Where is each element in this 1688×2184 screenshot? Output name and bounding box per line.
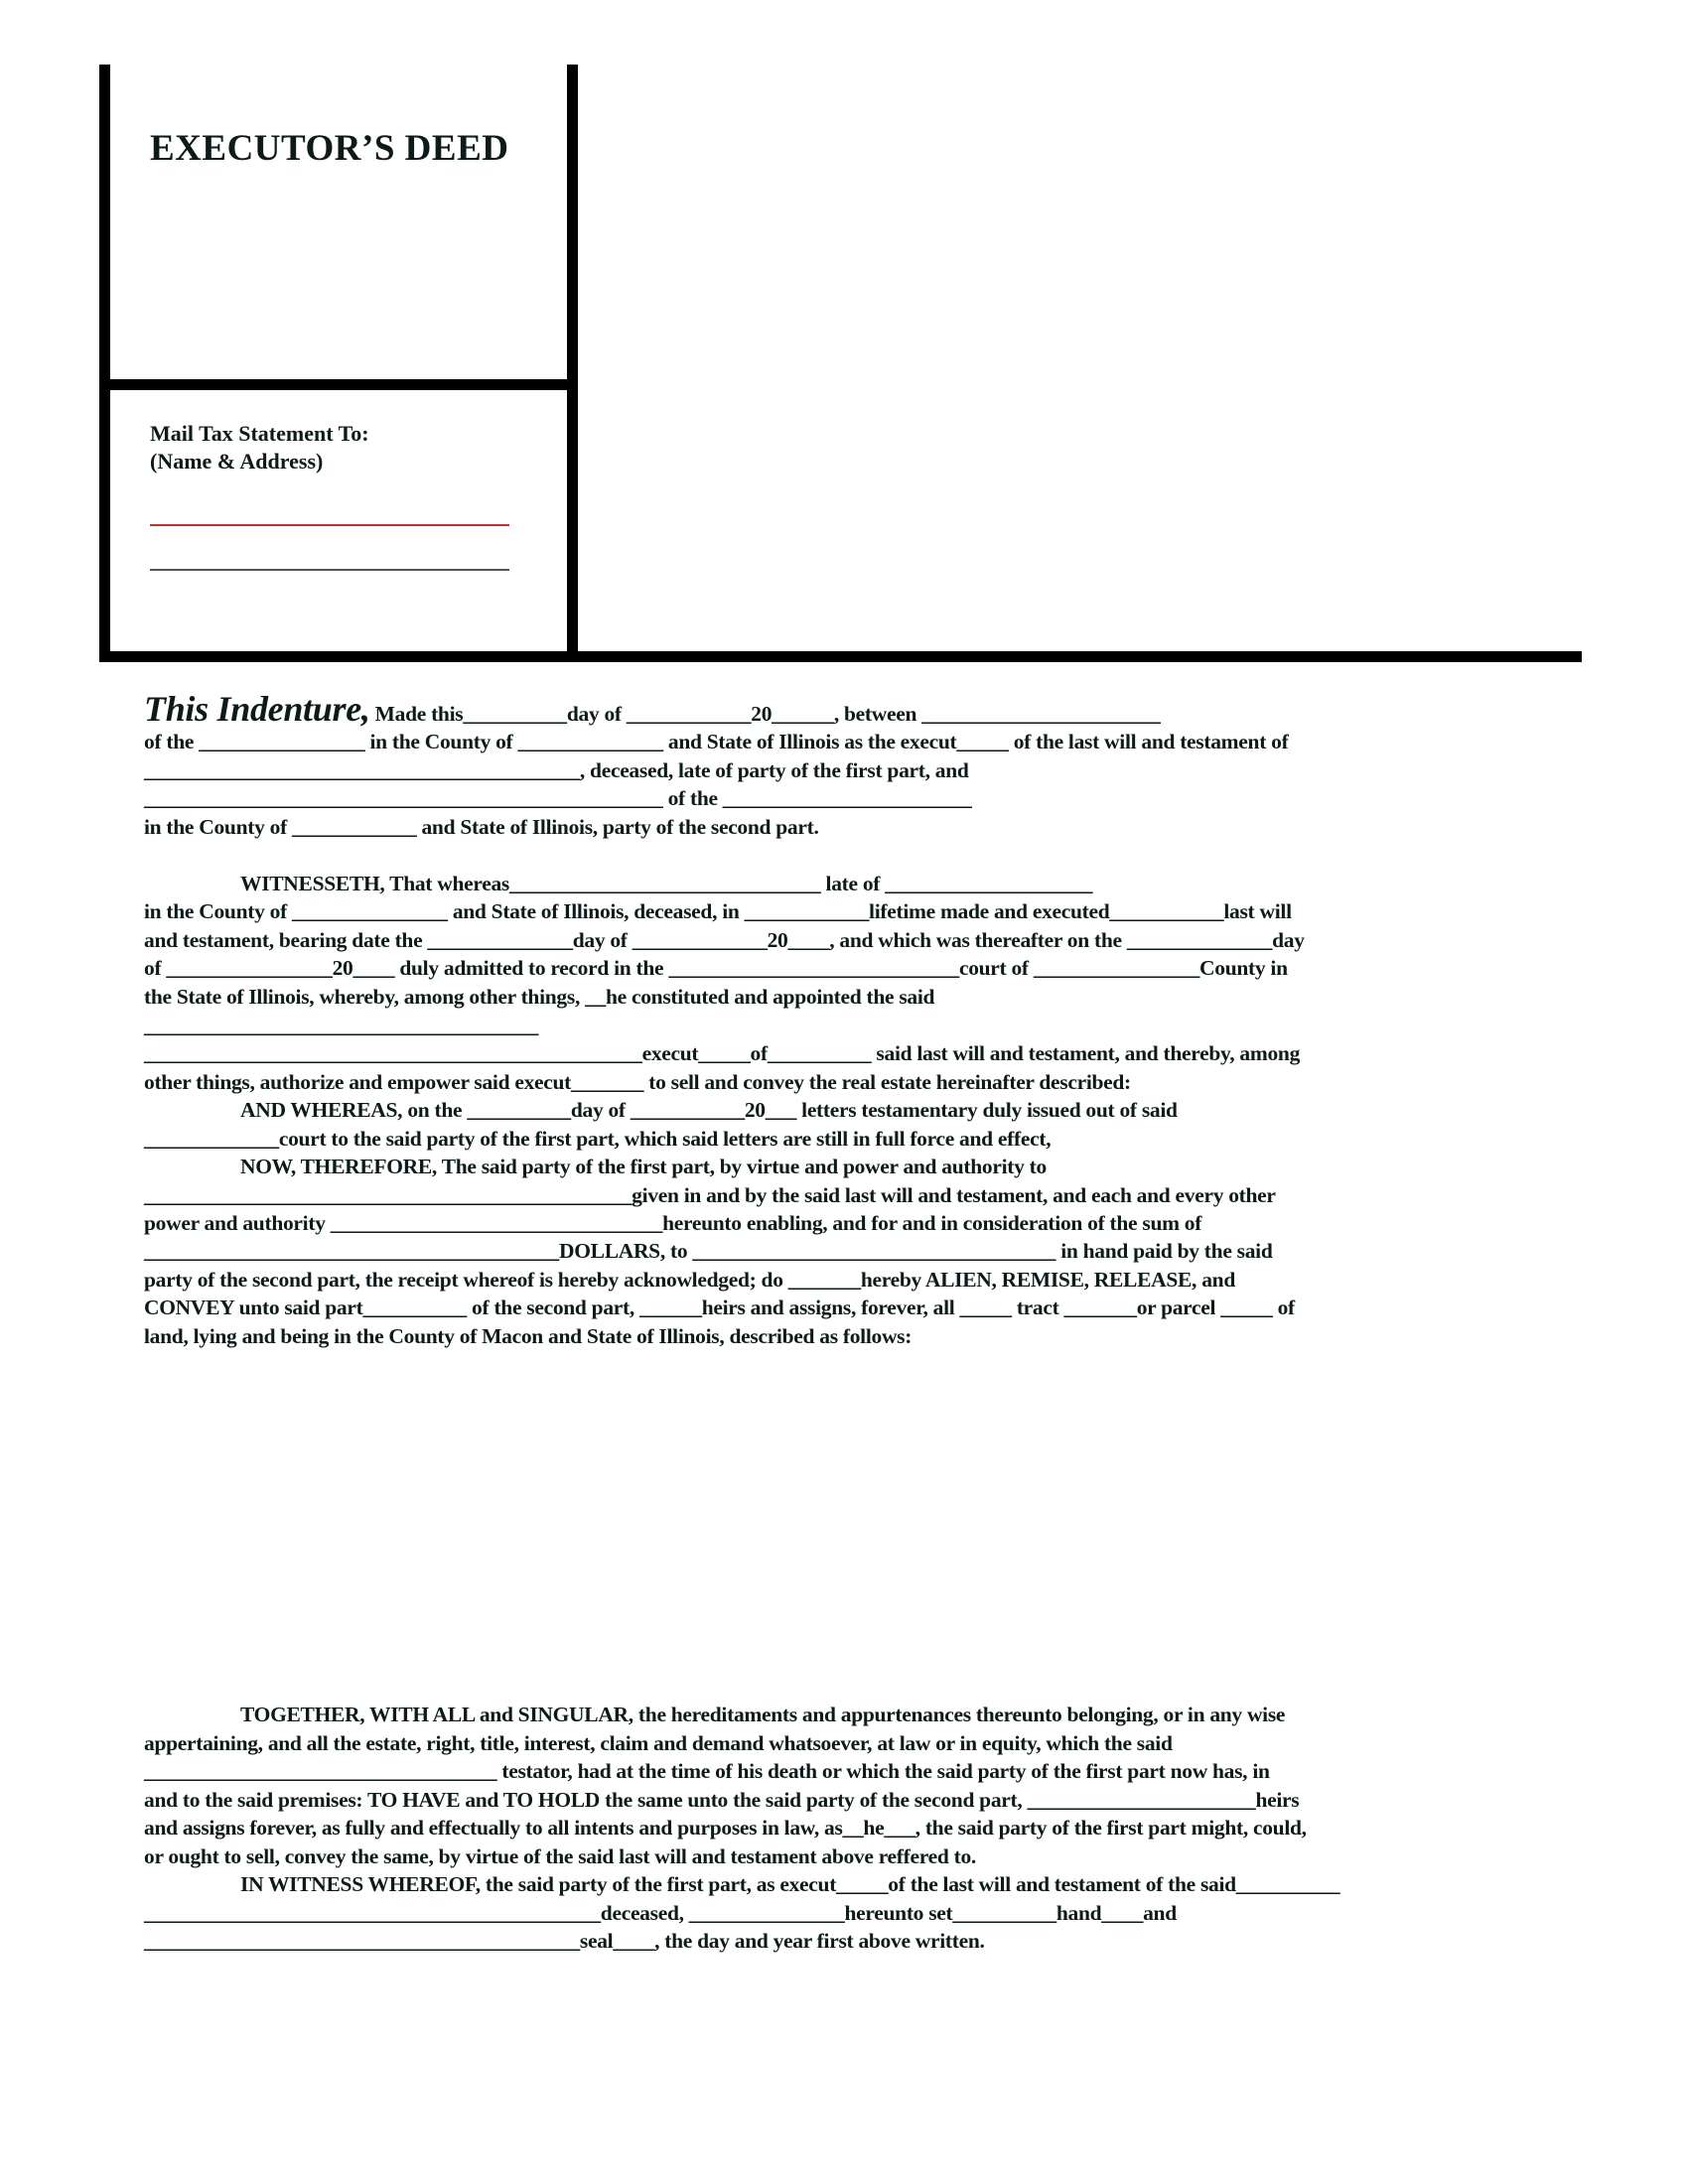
- body-line: __________________________________________, deceased, late of party of the first part, and: [144, 758, 969, 782]
- body-line: and to the said premises: TO HAVE and TO HOLD the same unto the said party of the second part, ______________________heirs: [144, 1788, 1300, 1812]
- body-line: TOGETHER, WITH ALL and SINGULAR, the hereditaments and appurtenances thereunto belonging, or in any wise: [240, 1703, 1286, 1726]
- body-line: IN WITNESS WHEREOF, the said party of the first part, as execut_____of the last will and testament of the said__________: [240, 1872, 1340, 1896]
- body-line: [144, 689, 1161, 729]
- body-line: ____________________________________________deceased, _______________hereunto set__________hand____and: [144, 1901, 1177, 1925]
- body-line: other things, authorize and empower said execut_______ to sell and convey the real estate hereinafter described:: [144, 1070, 1131, 1094]
- body-line: __________________________________ testator, had at the time of his death or which the said party of the first part now has, in: [144, 1759, 1270, 1783]
- document-title: EXECUTOR’S DEED: [150, 128, 509, 169]
- header-bottom-rule: [99, 651, 1582, 662]
- mail-tax-label: Mail Tax Statement To:: [150, 421, 369, 446]
- box-right-border: [567, 65, 578, 660]
- mail-name-line[interactable]: [150, 524, 509, 526]
- body-line: or ought to sell, convey the same, by virtue of the said last will and testament above reffered to.: [144, 1844, 976, 1868]
- body-line: __________________________________________________ of the ________________________: [144, 786, 972, 810]
- body-line: and assigns forever, as fully and effectually to all intents and purposes in law, as__he___, the said party of the first part might, could,: [144, 1816, 1307, 1840]
- body-line: of the ________________ in the County of ______________ and State of Illinois as the execut_____ of the last will and testament of: [144, 730, 1289, 753]
- mail-tax-sublabel: (Name & Address): [150, 449, 324, 474]
- body-line: _____________court to the said party of the first part, which said letters are still in full force and effect,: [144, 1127, 1052, 1151]
- body-line: in the County of ____________ and State of Illinois, party of the second part.: [144, 815, 819, 839]
- body-line: ______________________________________: [144, 1014, 539, 1037]
- body-line: the State of Illinois, whereby, among other things, __he constituted and appointed the said: [144, 985, 935, 1009]
- body-line: CONVEY unto said part__________ of the second part, ______heirs and assigns, forever, all _____ tract _______or parcel _____ of: [144, 1296, 1295, 1319]
- body-line: of ________________20____ duly admitted to record in the ____________________________court of ________________County in: [144, 956, 1288, 980]
- body-line: AND WHEREAS, on the __________day of ___________20___ letters testamentary duly issued out of said: [240, 1098, 1178, 1122]
- body-line: ________________________________________DOLLARS, to ___________________________________ in hand paid by the said: [144, 1239, 1273, 1263]
- body-line: NOW, THEREFORE, The said party of the first part, by virtue and power and authority to: [240, 1155, 1047, 1178]
- body-line: land, lying and being in the County of Macon and State of Illinois, described as follows:: [144, 1324, 913, 1348]
- body-line: WITNESSETH, That whereas______________________________ late of ____________________: [240, 872, 1093, 895]
- body-line: and testament, bearing date the ______________day of _____________20____, and which was thereafter on the ______________day: [144, 928, 1305, 952]
- body-line: in the County of _______________ and State of Illinois, deceased, in ____________lifetime made and executed___________last will: [144, 899, 1292, 923]
- box-divider: [99, 379, 578, 390]
- body-line-text: Made this__________day of ____________20______, between _______________________: [369, 702, 1161, 726]
- body-line: power and authority ________________________________hereunto enabling, and for and in consideration of the sum of: [144, 1211, 1202, 1235]
- mail-address-line[interactable]: [150, 569, 509, 571]
- indenture-lead: This Indenture,: [144, 689, 370, 729]
- body-line: party of the second part, the receipt whereof is hereby acknowledged; do _______hereby ALIEN, REMISE, RELEASE, and: [144, 1268, 1235, 1292]
- box-left-border: [99, 65, 110, 660]
- body-line: appertaining, and all the estate, right, title, interest, claim and demand whatsoever, at law or in equity, which the said: [144, 1731, 1173, 1755]
- body-line: _______________________________________________given in and by the said last will and testament, and each and every other: [144, 1183, 1276, 1207]
- body-line: ________________________________________________execut_____of__________ said last will and testament, and thereby, among: [144, 1041, 1301, 1065]
- body-line: __________________________________________seal____, the day and year first above written.: [144, 1929, 985, 1953]
